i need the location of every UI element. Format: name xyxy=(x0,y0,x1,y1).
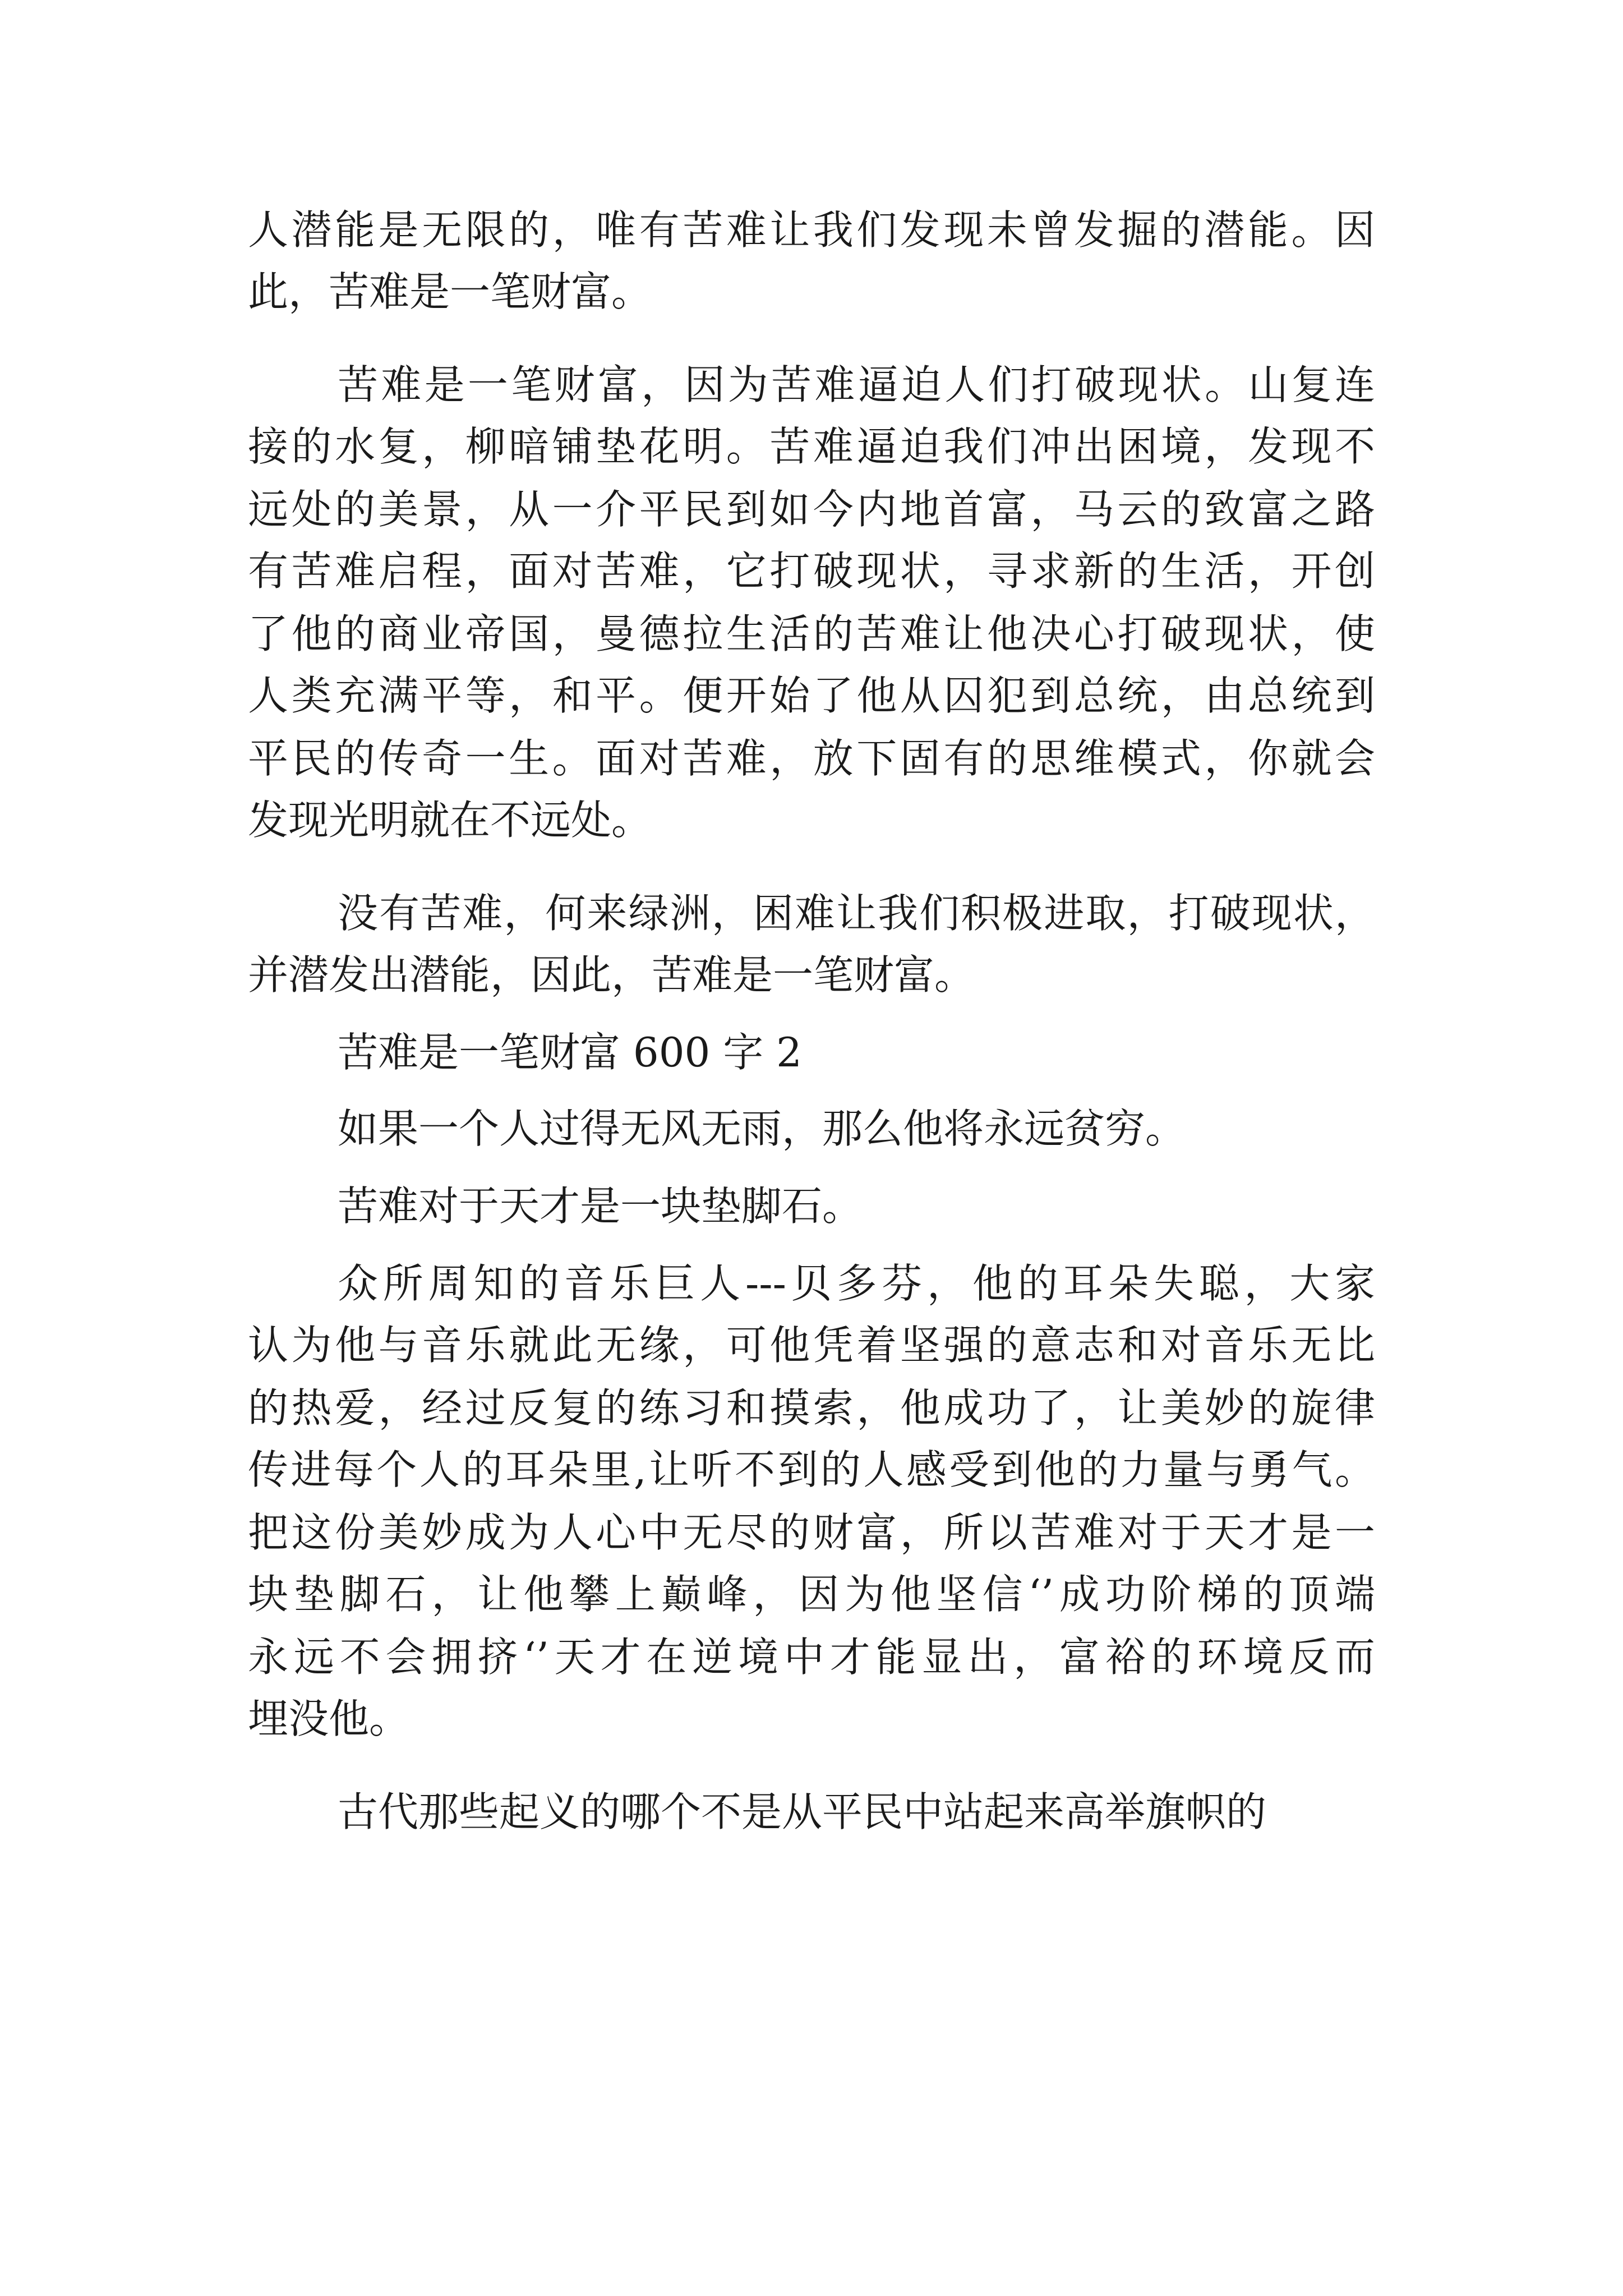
text-line: 如果一个人过得无风无雨，那么他将永远贫穷。 xyxy=(338,1105,1186,1152)
text-line: 永远不会拥挤‘’天才在逆境中才能显出，富裕的环境反而 xyxy=(248,1634,1375,1681)
text-line: 没有苦难，何来绿洲，困难让我们积极进取，打破现状， xyxy=(338,890,1375,937)
text-line: 人潜能是无限的，唯有苦难让我们发现未曾发掘的潜能。因 xyxy=(248,206,1375,254)
text-line: 把这份美妙成为人心中无尽的财富，所以苦难对于天才是一 xyxy=(248,1509,1375,1556)
text-line: 块垫脚石，让他攀上巅峰，因为他坚信‘’成功阶梯的顶端 xyxy=(248,1571,1375,1618)
text-line: 认为他与音乐就此无缘，可他凭着坚强的意志和对音乐无比 xyxy=(248,1322,1375,1369)
text-line: 苦难对于天才是一块垫脚石。 xyxy=(338,1182,863,1230)
section-heading: 苦难是一笔财富 600 字 2 xyxy=(338,1029,802,1076)
text-line: 此，苦难是一笔财富。 xyxy=(248,268,652,315)
text-line: 人类充满平等，和平。便开始了他从囚犯到总统，由总统到 xyxy=(248,672,1375,719)
text-line: 远处的美景，从一介平民到如今内地首富，马云的致富之路 xyxy=(248,486,1375,533)
text-line: 众所周知的音乐巨人---贝多芬，他的耳朵失聪，大家 xyxy=(338,1260,1375,1307)
text-line: 有苦难启程，面对苦难，它打破现状，寻求新的生活，开创 xyxy=(248,547,1375,595)
text-line: 接的水复，柳暗铺垫花明。苦难逼迫我们冲出困境，发现不 xyxy=(248,423,1375,470)
text-line: 发现光明就在不远处。 xyxy=(248,797,652,844)
text-line: 并潜发出潜能，因此，苦难是一笔财富。 xyxy=(248,951,975,999)
text-line: 苦难是一笔财富，因为苦难逼迫人们打破现状。山复连 xyxy=(338,361,1375,408)
text-line: 了他的商业帝国，曼德拉生活的苦难让他决心打破现状，使 xyxy=(248,610,1375,657)
text-line: 平民的传奇一生。面对苦难，放下固有的思维模式，你就会 xyxy=(248,735,1375,782)
text-line: 古代那些起义的哪个不是从平民中站起来高举旗帜的 xyxy=(338,1788,1267,1835)
text-line: 的热爱，经过反复的练习和摸索，他成功了，让美妙的旋律 xyxy=(248,1384,1375,1432)
text-line: 埋没他。 xyxy=(248,1695,410,1742)
text-line: 传进每个人的耳朵里,让听不到的人感受到他的力量与勇气。 xyxy=(248,1446,1375,1493)
